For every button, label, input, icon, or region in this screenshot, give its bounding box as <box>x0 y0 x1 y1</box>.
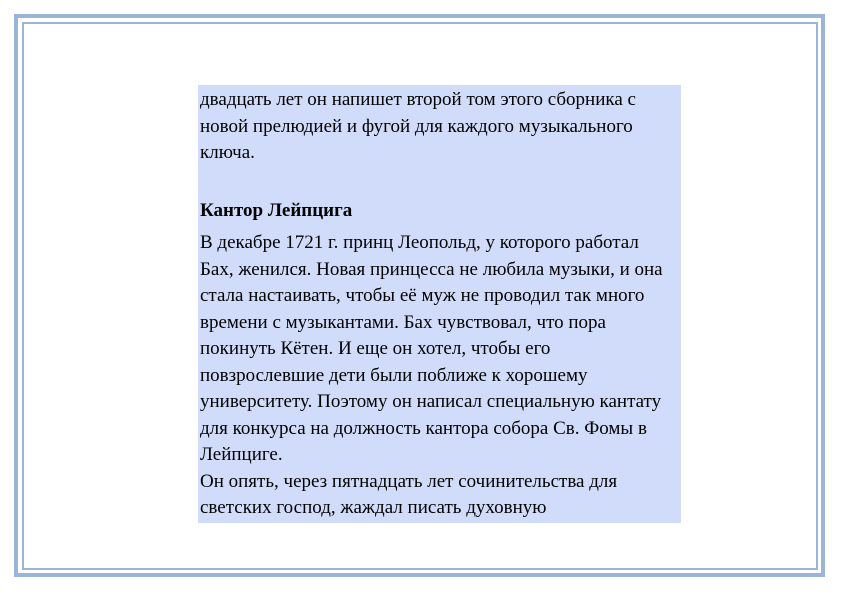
section-heading: Кантор Лейпцига <box>200 199 353 221</box>
paragraph-spacer <box>200 167 677 198</box>
text-box <box>198 85 681 523</box>
intro-paragraph: двадцать лет он напишет второй том этого сборника с новой прелюдией и фугой для каждого музыкального ключа. <box>200 89 636 163</box>
body-paragraph: В декабре 1721 г. принц Леопольд, у которого работал Бах, женился. Новая принцесса не любила музыки, и она стала настаивать, чтобы её муж не проводил так много времени с музыкантами. Бах чувствовал, что пора покинуть Кётен. И еще он хотел, чтобы его повзрослевшие дети были поближе к хорошему университету. Поэтому он написал специальную кантату для конкурса на должность кантора собора Св. Фомы в Лейпциге. <box>200 232 663 465</box>
continuation-paragraph: Он опять, через пятнадцать лет сочинительства для светских господ, жаждал писать духовную <box>200 470 618 518</box>
